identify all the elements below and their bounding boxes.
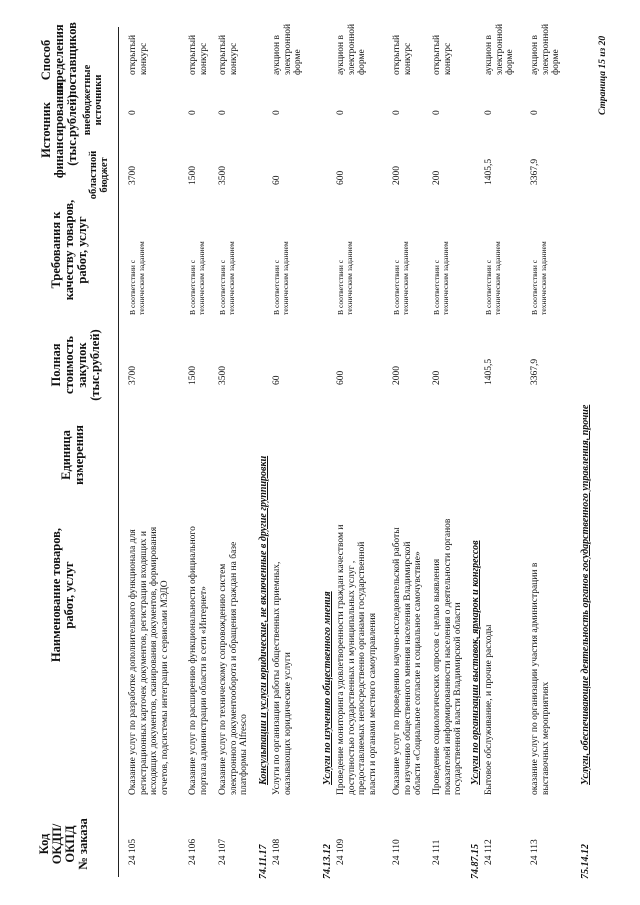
row-name: Оказание услуг по разработке дополнительного функционала для регистрационных карточек документов, регистрации входящих и исходящих документов, сканирования документов, формирования отчетов, подсистемы интеграции с сервисами МЭДО [128, 526, 170, 795]
row-name: Услуги по организации работы общественных приемных, оказывающих юридические услуги [272, 561, 293, 795]
row-code: 24 109 [336, 838, 346, 865]
row-requirements: В соответствии с техническим заданием [272, 241, 290, 315]
group-code: 74.87.15 [470, 844, 481, 879]
row-total: 3500 [218, 366, 228, 385]
row-regional: 1500 [188, 166, 198, 185]
row-offbudget: 0 [272, 110, 282, 115]
row-code: 24 111 [432, 839, 442, 865]
row-regional: 200 [432, 170, 442, 185]
row-code: 24 112 [484, 839, 494, 865]
row-name: Бытовое обслуживание, и прочие расходы [484, 624, 494, 795]
header-unit: Единица измерения [59, 425, 86, 485]
group-code: 75.14.12 [580, 844, 591, 879]
row-total: 60 [272, 375, 282, 385]
row-total: 1405,5 [484, 358, 494, 385]
row-total: 3700 [128, 366, 138, 385]
header-requirements: Требования к качеству товаров, работ, услуг [49, 199, 89, 301]
row-total: 200 [432, 370, 442, 385]
group-title: Услуги по организации выставок, ярмарок и конгрессов [470, 540, 481, 785]
row-offbudget: 0 [218, 110, 228, 115]
row-method: аукцион в электронной форме [336, 23, 367, 75]
row-regional: 60 [272, 175, 282, 185]
row-offbudget: 0 [432, 110, 442, 115]
row-requirements: В соответствии с техническим заданием [530, 241, 548, 315]
row-offbudget: 0 [530, 110, 540, 115]
row-regional: 600 [336, 170, 346, 185]
row-requirements: В соответствии с техническим заданием [392, 241, 410, 315]
row-method: открытый конкурс [432, 34, 453, 75]
row-method: открытый конкурс [128, 34, 149, 75]
row-requirements: В соответствии с техническим заданием [128, 241, 146, 315]
row-offbudget: 0 [128, 110, 138, 115]
row-requirements: В соответствии с техническим заданием [336, 241, 354, 315]
header-name: Наименование товаров, работ, услуг [49, 527, 76, 663]
row-offbudget: 0 [392, 110, 402, 115]
row-code: 24 105 [128, 838, 138, 865]
row-name: Проведение мониторинга удовлетворенности граждан качеством и доступностью государственных и муниципальных услуг , предоставляемых непосредственно органами государственной власти и органами местного самоуправления [336, 524, 378, 795]
row-requirements: В соответствии с техническим заданием [218, 241, 236, 315]
row-offbudget: 0 [188, 110, 198, 115]
row-requirements: В соответствии с техническим заданием [188, 241, 206, 315]
row-regional: 3500 [218, 166, 228, 185]
row-total: 3367,9 [530, 358, 540, 385]
group-code: 74.11.17 [258, 844, 269, 879]
row-name: Проведение социологических опросов с целью выявления показателей информированности населения о деятельности органов государственной власти Владимирской области [432, 518, 463, 795]
row-offbudget: 0 [484, 110, 494, 115]
row-total: 600 [336, 370, 346, 385]
header-funding-regional: областной бюджет [88, 150, 110, 200]
group-title: Консультации и услуги юридические, не включенные в другие группировки [258, 455, 269, 785]
row-name: Оказание услуг по техническому сопровождению систем электронного документооборота и обращения граждан на базе платформы Alfresco [218, 541, 249, 795]
header-funding: Источник финансирования (тыс.рублей) [39, 81, 79, 179]
row-regional: 3367,9 [530, 158, 540, 185]
row-method: открытый конкурс [218, 34, 239, 75]
group-code: 74.13.12 [322, 844, 333, 879]
group-title: Услуги по изучению общественного мнения [322, 591, 333, 785]
row-code: 24 113 [530, 839, 540, 865]
row-method: аукцион в электронной форме [530, 23, 561, 75]
row-method: аукцион в электронной форме [484, 23, 515, 75]
row-code: 24 106 [188, 838, 198, 865]
row-regional: 1405,5 [484, 158, 494, 185]
header-divider [118, 27, 119, 877]
row-regional: 3700 [128, 166, 138, 185]
header-code: Код ОКДП/ ОКПД № заказа [37, 818, 90, 870]
row-regional: 2000 [392, 166, 402, 185]
row-code: 24 110 [392, 839, 402, 865]
row-method: открытый конкурс [188, 34, 209, 75]
header-method: Способ определения поставщиков [39, 22, 79, 98]
row-code: 24 108 [272, 838, 282, 865]
row-name: Оказание услуг по проведению научно-исследовательской работы по изучению общественного мнения населения Владимирской области «Социальное согласие и социальное самочувствие» [392, 527, 423, 795]
header-funding-offbudget: внебюджетные источники [82, 64, 104, 136]
group-title: Услуги, обеспечивающие деятельность органов государственного управления, прочие [580, 404, 591, 785]
page-number: Страница 15 из 20 [598, 35, 608, 115]
header-total: Полная стоимость закупок (тыс.рублей) [49, 329, 102, 401]
row-total: 2000 [392, 366, 402, 385]
row-method: аукцион в электронной форме [272, 23, 303, 75]
row-name: Оказание услуг по расширению функциональности официального портала администрации области в сети «Интернет» [188, 526, 209, 795]
row-requirements: В соответствии с техническим заданием [432, 241, 450, 315]
row-total: 1500 [188, 366, 198, 385]
row-method: открытый конкурс [392, 34, 413, 75]
row-code: 24 107 [218, 838, 228, 865]
row-requirements: В соответствии с техническим заданием [484, 241, 502, 315]
row-offbudget: 0 [336, 110, 346, 115]
row-name: оказание услуг по организации участия администрации в выставочных мероприятиях [530, 562, 551, 795]
